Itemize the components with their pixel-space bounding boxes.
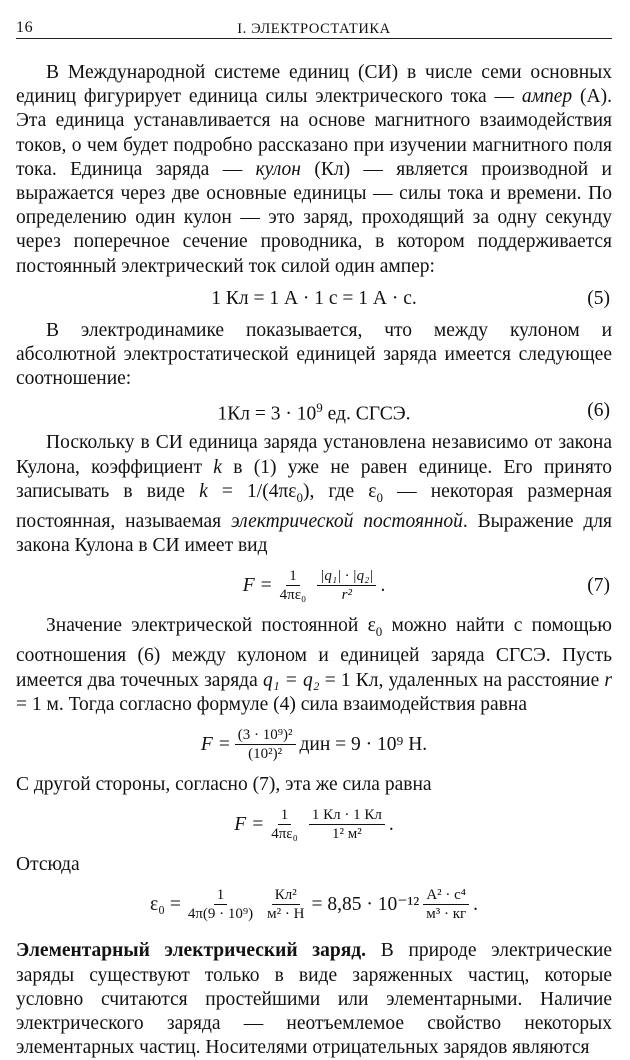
equation-6-body: $1Кл = 3 \cdot 10^9$ ед. СГСЭ. (217, 400, 411, 425)
equation-5-body: 1 Кл = 1 А · 1 с = 1 А · с. (211, 287, 417, 309)
paragraph-electrodynamics: В электродинамике показывается, что между кулоном и абсолютной электростатической единицей заряда имеется следующее соотношение: (16, 319, 612, 390)
equation-7: F = $\frac{1}{\text{4πε₀}}$ $\frac{\text{|q₁| · |q₂|}}{\text{r²}}$ . (7) (242, 568, 610, 604)
term-ampere: ампер (521, 86, 573, 108)
equation-7-frac-a: $\frac{1}{\text{4πε₀}}$ (279, 568, 307, 604)
subsection-heading: Элементарный электрический заряд. (16, 940, 367, 962)
equation-epsilon0-frac-a: $\frac{1}{\text{4π(9 · 10⁹)}}$ (187, 887, 254, 923)
equation-5 (16, 279, 612, 319)
equation-force-si-frac-a: $\frac{1}{\text{4πε₀}}$ (271, 807, 298, 843)
section-title: I. ЭЛЕКТРОСТАТИКА (237, 21, 391, 37)
equation-force-si: F = $\frac{1}{\text{4πε₀}}$ $\frac{1 Кл \cdot 1 Кл}{\text{1² м²}}$ . (234, 807, 394, 843)
equation-7-number: (7) (587, 575, 610, 597)
running-head (16, 14, 612, 39)
paragraph-other-side: С другой стороны, согласно (7), эта же сила равна (16, 774, 432, 796)
term-electric-constant: электрической постоянной (230, 510, 463, 532)
equation-epsilon0-frac-c: $\frac{\text{А² · с⁴}}{\text{м³ · кг}}$ (423, 887, 469, 923)
paragraph-hence: Отсюда (16, 854, 80, 876)
equation-force-value: F = $\frac{\text{(3 · 10⁹)²}}{\text{(10²)²}}$ дин = 9 · 10⁹ Н. (200, 727, 428, 763)
equation-5-number: (5) (587, 287, 610, 309)
page-number: 16 (16, 19, 34, 36)
paragraph-si-units: В Международной системе единиц (СИ) в числе семи основных единиц фигурирует единица силы электрического тока — ампер (А). Эта единица устанавливается на основе магнитного взаимодействия токов, о чем будет подробно рассказано при изучении магнитного поля тока. Единица заряда — кулон (Кл) — является производной и выражается через две основные единицы — силы тока и времени. По определению один кулон — это заряд, проходящий за одну секунду через поперечное сечение проводника, в котором поддерживается постоянный электрический ток силой один ампер: (16, 62, 612, 277)
book-page (16, 14, 612, 1060)
equation-6-number: (6) (587, 400, 610, 422)
page-body (16, 61, 612, 1060)
term-coulomb: кулон (255, 158, 301, 180)
paragraph-coulomb-law: Поскольку в СИ единица заряда установлена независимо от закона Кулона, коэффициент k в (1) уже не равен единице. Его принято записывать в виде $k = 1/(4\pi\varepsilon_0)$, где $\varepsilon_0$ — некоторая размерная постоянная, называемая электрической постоянной. Выражение для закона Кулона в СИ имеет вид (16, 432, 613, 557)
paragraph-find-epsilon: Значение электрической постоянной $\varepsilon_0$ можно найти с помощью соотношения (6) между кулоном и единицей заряда СГСЭ. Пусть имеется два точечных заряда q₁ = q₂ = 1 Кл, удаленных на расстояние r = 1 м. Тогда согласно формуле (4) сила взаимодействия равна (16, 615, 613, 715)
equation-7-frac-b: $\frac{\text{|q₁| · |q₂|}}{\text{r²}}$ (317, 568, 376, 604)
equation-epsilon0: ε₀ = $\frac{1}{\text{4π(9 · 10⁹)}}$ $\frac{\text{Кл²}}{\text{м² · Н}}$ = 8,85 · 10⁻¹² $\frac{\text{А² · с⁴}}{\text{м³ · кг}}$ . (149, 887, 479, 923)
paragraph-elementary-charge: Элементарный электрический заряд. В природе электрические заряды существуют только в виде заряженных частиц, которые условно считаются простейшими или элементарными. Наличие электрического заряда — неотъемлемое свойство некоторых элементарных частиц. Носителями отрицательных зарядов являются (16, 940, 613, 1059)
equation-force-frac: $\frac{\text{(3 · 10⁹)²}}{\text{(10²)²}}$ (235, 727, 296, 763)
equation-epsilon0-frac-b: $\frac{\text{Кл²}}{\text{м² · Н}}$ (267, 887, 305, 923)
equation-6 (16, 391, 612, 431)
equation-force-si-frac-b: $\frac{1 Кл \cdot 1 Кл}{\text{1² м²}}$ (309, 807, 385, 843)
